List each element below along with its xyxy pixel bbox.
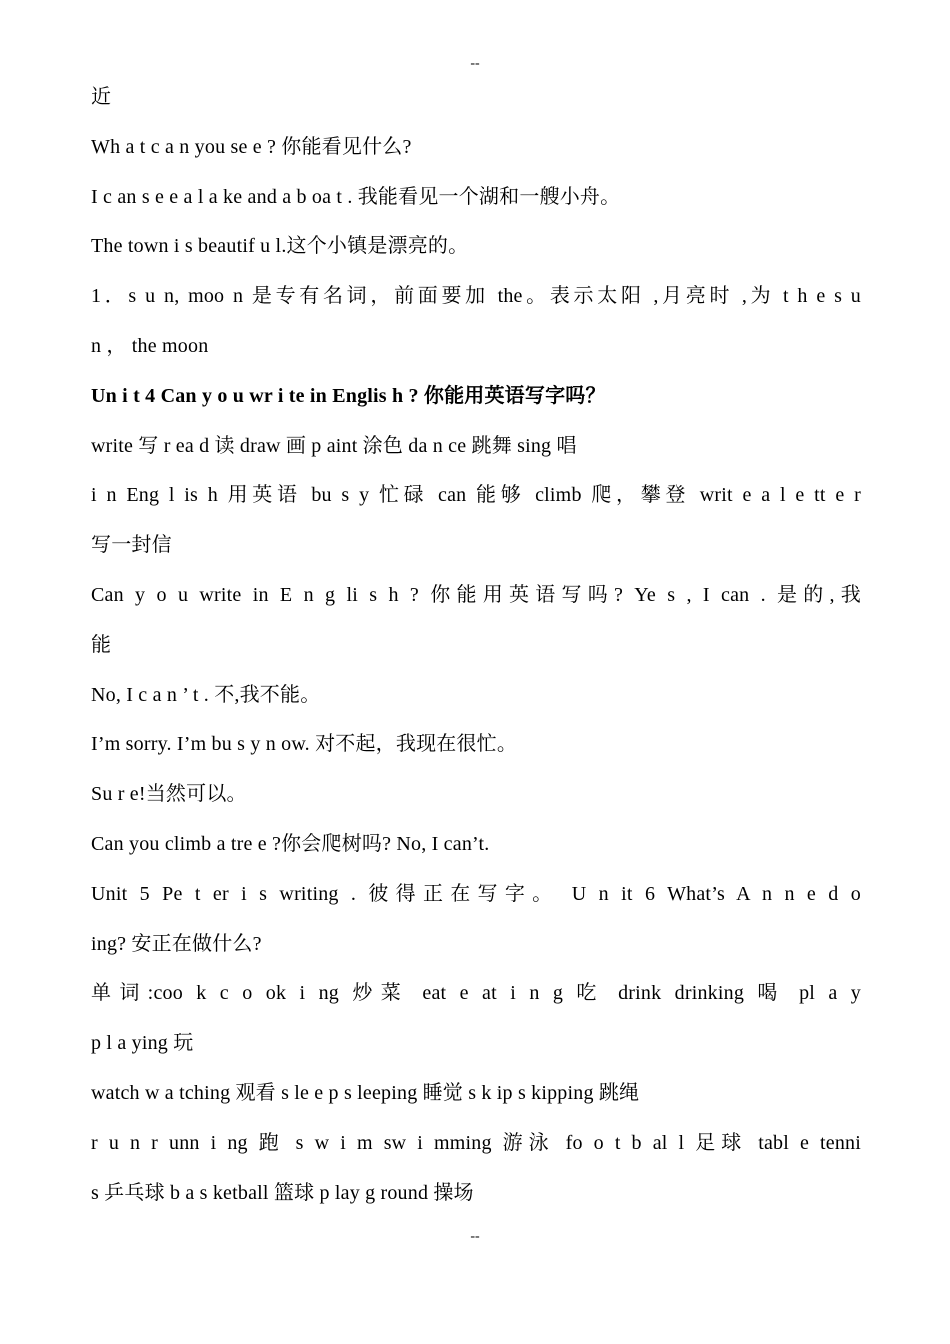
- text-line: Can y o u write in E n g li s h ? 你能用英语写吗? Ye s , I can . 是的,我: [91, 583, 861, 606]
- text-line: 1．s u n, moo n 是专有名词，前面要加 the。表示太阳 ,月亮时 ,为 t h e s u: [91, 285, 861, 308]
- text-line: watch w a tching 观看 s le e p s leeping 睡觉 s k ip s kipping 跳绳: [91, 1081, 640, 1104]
- text-line: Su r e!当然可以。: [91, 783, 247, 806]
- text-line: I’m sorry. I’m bu s y n ow. 对不起，我现在很忙。: [91, 733, 518, 756]
- text-line: The town i s beautif u l.这个小镇是漂亮的。: [91, 235, 469, 258]
- document-body: [91, 82, 861, 1227]
- text-line: write 写 r ea d 读 draw 画 p aint 涂色 da n ce 跳舞 sing 唱: [91, 434, 577, 457]
- text-line: n ， the moon: [91, 334, 209, 357]
- text-line: No, I c a n ’ t . 不,我不能。: [91, 683, 321, 706]
- text-line: ing? 安正在做什么?: [91, 932, 262, 955]
- text-line: s 乒乓球 b a s ketball 篮球 p lay g round 操场: [91, 1181, 474, 1204]
- text-line: 写一封信: [91, 534, 172, 557]
- text-line: I c an s e e a l a ke and a b oa t . 我能看见一个湖和一艘小舟。: [91, 185, 621, 208]
- page-header-marker: --: [470, 56, 480, 71]
- text-line: 能: [91, 633, 112, 656]
- text-line: Unit 5 Pe t er i s writing . 彼得正在写字。 U n it 6 What’s A n n e d o: [91, 882, 861, 905]
- text-line: 单词:coo k c o ok i ng 炒菜 eat e at i n g 吃 drink drinking 喝 pl a y: [91, 982, 861, 1005]
- text-line: Wh a t c a n you se e ? 你能看见什么?: [91, 135, 412, 158]
- text-line: i n Eng l is h 用英语 bu s y 忙碌 can 能够 climb 爬，攀登 writ e a l e tt e r: [91, 484, 861, 507]
- page-footer-marker: --: [470, 1229, 480, 1244]
- text-line: p l a ying 玩: [91, 1032, 194, 1055]
- text-line: r u n r unn i ng 跑 s w i m sw i mming 游泳 fo o t b al l 足球 tabl e tenni: [91, 1131, 861, 1154]
- unit-heading: Un i t 4 Can y o u wr i te in Englis h ? 你能用英语写字吗？: [91, 384, 606, 407]
- text-line: 近: [91, 86, 112, 108]
- text-line: Can you climb a tre e ?你会爬树吗? No, I can’t.: [91, 832, 490, 855]
